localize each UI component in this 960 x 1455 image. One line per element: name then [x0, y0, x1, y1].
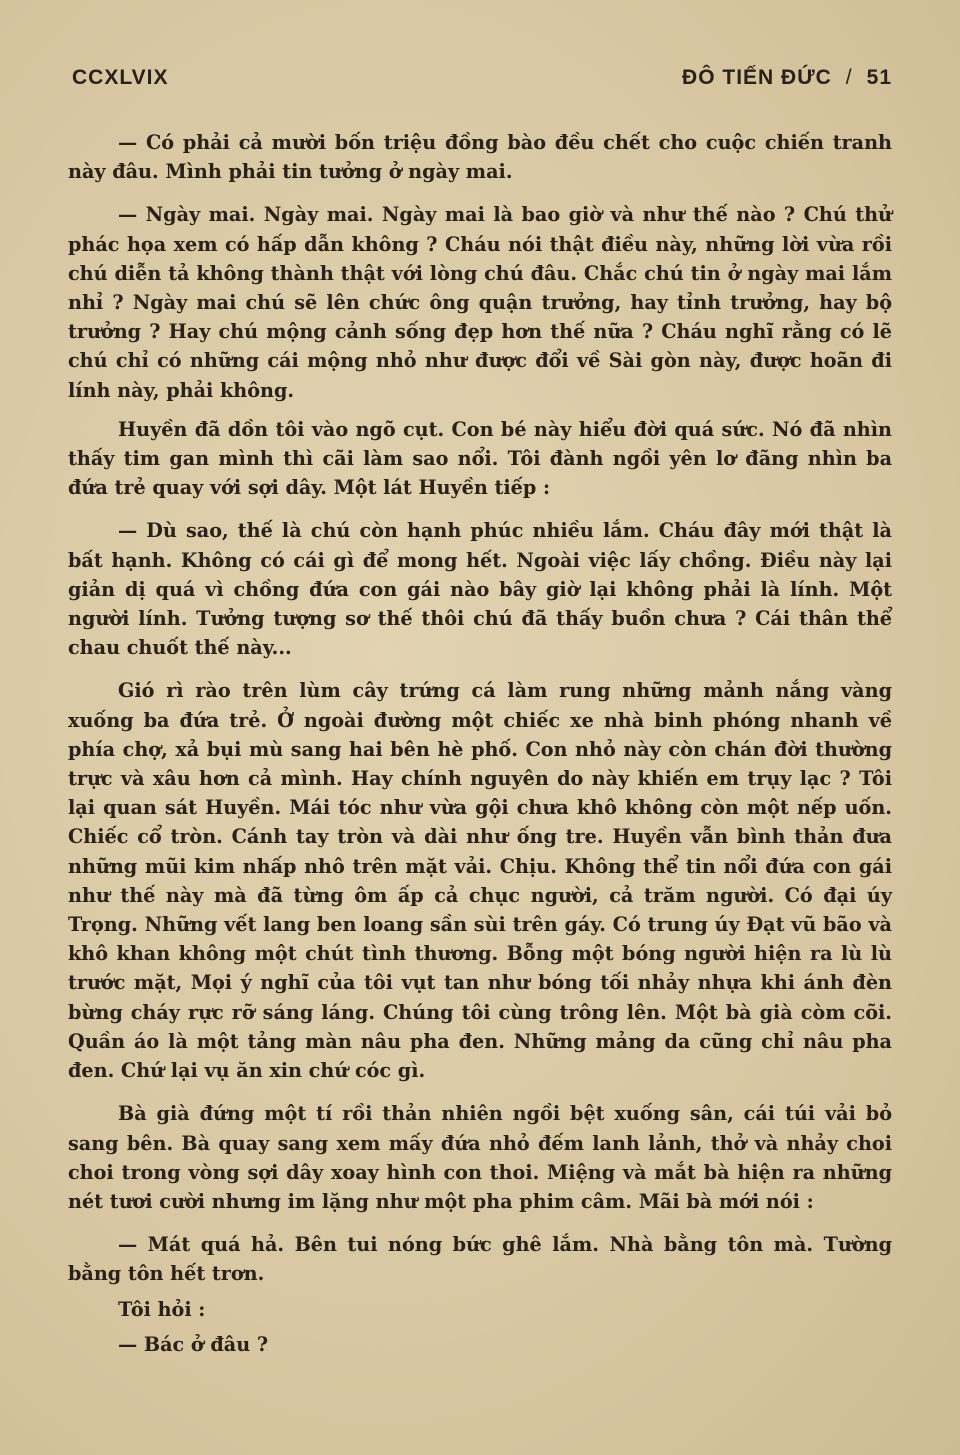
book-page	[68, 0, 892, 1455]
paragraph-5: Gió rì rào trên lùm cây trứng cá làm rung những mảnh nắng vàng xuống ba đứa trẻ. Ở ngoài đường một chiếc xe nhà binh phóng nhanh về phía chợ, xả bụi mù sang hai bên hè phố. Con nhỏ này còn chán đời thường trực và xâu hơn cả mình. Hay chính nguyên do này khiến em trụy lạc ? Tôi lại quan sát Huyền. Mái tóc như vừa gội chưa khô không còn một nếp uốn. Chiếc cổ tròn. Cánh tay tròn và dài như ống tre. Huyền vẫn bình thản đưa những mũi kim nhấp nhô trên mặt vải. Chịu. Không thể tin nổi đứa con gái như thế này mà đã từng ôm ấp cả chục người, cả trăm người. Có đại úy Trọng. Những vết lang ben loang sần sùi trên gáy. Có trung úy Đạt vũ bão và khô khan không một chút tình thương. Bỗng một bóng người hiện ra lù lù trước mặt, Mọi ý nghĩ của tôi vụt tan như bóng tối nhảy nhựa khi ánh đèn bừng cháy rực rỡ sáng láng. Chúng tôi cùng trông lên. Một bà già còm cõi. Quần áo là một tảng màn nâu pha đen. Những mảng da cũng chỉ nâu pha đen. Chứ lại vụ ăn xin chứ cóc gì.	[68, 679, 892, 1083]
paragraph-7: — Mát quá hả. Bên tui nóng bức ghê lắm. Nhà bằng tôn mà. Tường bằng tôn hết trơn.	[68, 1233, 892, 1286]
paragraph-9: — Bác ở đâu ?	[118, 1332, 269, 1356]
paragraph-3: Huyền đã dồn tôi vào ngõ cụt. Con bé này hiểu đời quá sức. Nó đã nhìn thấy tim gan mình thì cãi làm sao nổi. Tôi đành ngồi yên lơ đãng nhìn ba đứa trẻ quay với sợi dây. Một lát Huyền tiếp :	[68, 417, 892, 500]
paragraph-1: — Có phải cả mười bốn triệu đồng bào đều chết cho cuộc chiến tranh này đâu. Mình phải tin tưởng ở ngày mai.	[68, 131, 892, 184]
paragraph-4: — Dù sao, thế là chú còn hạnh phúc nhiều lắm. Cháu đây mới thật là bất hạnh. Không có cái gì để mong hết. Ngoài việc lấy chồng. Điều này lại giản dị quá vì chồng đứa con gái nào bây giờ lại không phải là lính. Một người lính. Tưởng tượng sơ thế thôi chú đã thấy buồn chưa ? Cái thân thể chau chuốt thế này...	[68, 519, 892, 660]
chapter-number: CCXLVIX	[72, 66, 169, 89]
author-name: ĐÔ TIẾN ĐỨC	[682, 66, 832, 89]
paragraph-8: Tôi hỏi :	[118, 1297, 206, 1321]
page-header	[72, 66, 892, 96]
paragraph-2: — Ngày mai. Ngày mai. Ngày mai là bao giờ và như thế nào ? Chú thử phác họa xem có hấp dẫn không ? Cháu nói thật điều này, những lời vừa rồi chú diễn tả không thành thật với lòng chú đâu. Chắc chú tin ở ngày mai lắm nhỉ ? Ngày mai chú sẽ lên chức ông quận trưởng, hay tỉnh trưởng, hay bộ trưởng ? Hay chú mộng cảnh sống đẹp hơn thế nữa ? Cháu nghĩ rằng có lẽ chú chỉ có những cái mộng nhỏ như được đổi về Sài gòn này, được hoãn đi lính này, phải không.	[68, 203, 892, 402]
paragraph-6: Bà già đứng một tí rồi thản nhiên ngồi bệt xuống sân, cái túi vải bỏ sang bên. Bà quay sang xem mấy đứa nhỏ đếm lanh lảnh, thở và nhảy choi choi trong vòng sợi dây xoay hình con thoi. Miệng và mắt bà hiện ra những nét tươi cười nhưng im lặng như một pha phim câm. Mãi bà mới nói :	[68, 1102, 892, 1213]
header-separator: /	[845, 66, 853, 89]
page-number: 51	[866, 66, 892, 89]
body-text	[68, 128, 892, 1359]
running-header	[682, 66, 892, 90]
